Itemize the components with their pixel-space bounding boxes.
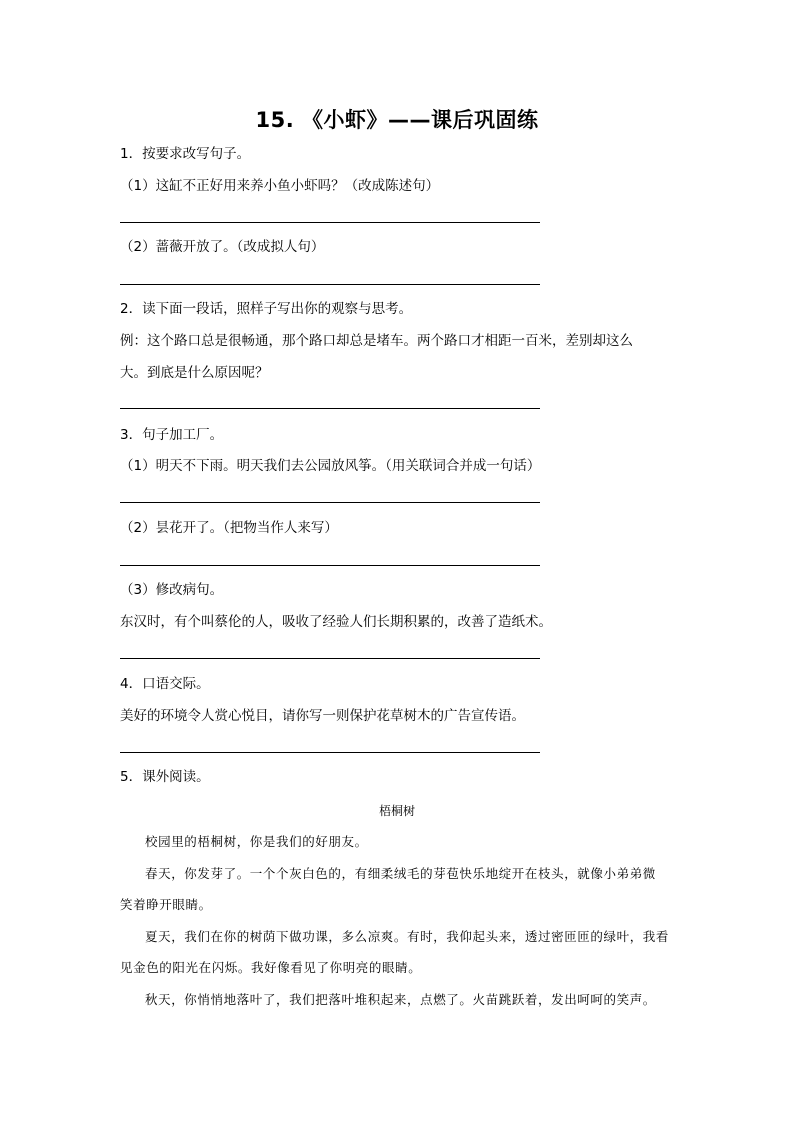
q5-heading: 5．课外阅读。 [120, 769, 210, 785]
passage-paragraph-2-line2: 笑着睁开眼睛。 [120, 897, 212, 912]
q1-item1: （1）这缸不正好用来养小鱼小虾吗？（改成陈述句） [120, 178, 440, 194]
q3-item3: （3）修改病句。 [120, 582, 224, 598]
q2-answer-line[interactable] [120, 408, 540, 409]
q2-heading: 2．读下面一段话，照样子写出你的观察与思考。 [120, 301, 413, 317]
q3-heading: 3．句子加工厂。 [120, 427, 224, 443]
q1-item2-answer-line[interactable] [120, 284, 540, 285]
q4-heading: 4．口语交际。 [120, 676, 210, 692]
q3-item1-answer-line[interactable] [120, 502, 540, 503]
q3-item3-answer-line[interactable] [120, 658, 540, 659]
q3-item3-sentence: 东汉时，有个叫蔡伦的人，吸收了经验人们长期积累的，改善了造纸术。 [120, 614, 552, 630]
passage-paragraph-3-line1: 夏天，我们在你的树荫下做功课，多么凉爽。有时，我仰起头来，透过密匝匝的绿叶，我看 [145, 929, 670, 944]
q3-item1: （1）明天不下雨。明天我们去公园放风筝。（用关联词合并成一句话） [120, 458, 541, 474]
page-title: 15. 《小虾》——课后巩固练 [255, 108, 539, 132]
q3-item2-answer-line[interactable] [120, 565, 540, 566]
q1-item2: （2）蔷薇开放了。（改成拟人句） [120, 239, 325, 255]
q3-item2: （2）昙花开了。（把物当作人来写） [120, 520, 338, 536]
passage-paragraph-3-line2: 见金色的阳光在闪烁。我好像看见了你明亮的眼睛。 [120, 960, 422, 975]
passage-paragraph-1: 校园里的梧桐树，你是我们的好朋友。 [145, 834, 368, 849]
passage-paragraph-4: 秋天，你悄悄地落叶了，我们把落叶堆积起来，点燃了。火苗跳跃着，发出呵呵的笑声。 [145, 992, 656, 1007]
q1-item1-answer-line[interactable] [120, 222, 540, 223]
q1-heading: 1．按要求改写句子。 [120, 146, 251, 162]
passage-paragraph-2-line1: 春天，你发芽了。一个个灰白色的，有细柔绒毛的芽苞快乐地绽开在枝头，就像小弟弟微 [145, 866, 656, 881]
q4-answer-line[interactable] [120, 752, 540, 753]
q4-text: 美好的环境令人赏心悦目，请你写一则保护花草树木的广告宣传语。 [120, 708, 525, 724]
q2-example-line2: 大。到底是什么原因呢？ [120, 365, 269, 381]
passage-title: 梧桐树 [378, 804, 415, 818]
q2-example-line1: 例：这个路口总是很畅通，那个路口却总是堵车。两个路口才相距一百米，差别却这么 [120, 333, 633, 349]
